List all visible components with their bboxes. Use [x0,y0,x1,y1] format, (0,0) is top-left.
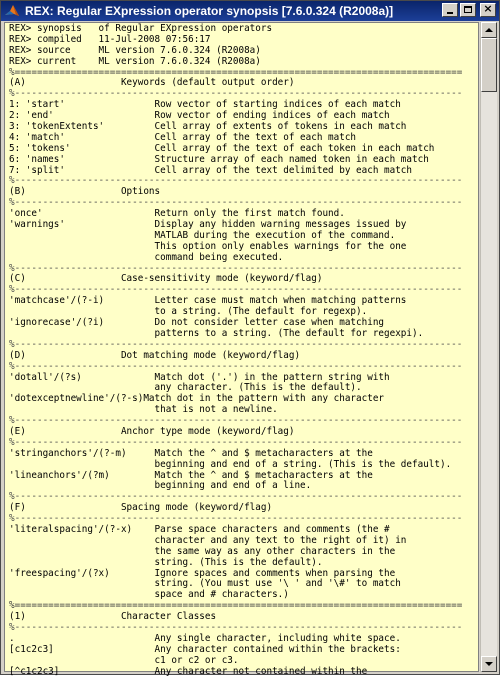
synopsis-line: 1: 'start' Row vector of starting indices of each match [9,99,401,111]
synopsis-line: (C) Case-sensitivity mode (keyword/flag) [9,273,323,285]
synopsis-line: %-------------------------------------------------------------------------------- [9,175,463,187]
synopsis-line: MATLAB during the execution of the command. [9,229,396,241]
synopsis-line: string. (This is the default). [9,556,323,568]
synopsis-text-area[interactable] [4,22,479,677]
vertical-scrollbar[interactable] [480,22,497,672]
arrow-down-icon [485,662,493,666]
synopsis-line: 'stringanchors'/(?-m) Match the ^ and $ metacharacters at the [9,447,373,459]
synopsis-line: 'lineanchors'/(?m) Match the ^ and $ metacharacters at the [9,469,373,481]
synopsis-line: [c1c2c3] Any character contained within the brackets: [9,643,401,655]
synopsis-line: command being executed. [9,251,284,263]
synopsis-line: REX> current ML version 7.6.0.324 (R2008a) [9,55,261,67]
synopsis-line: %================================================================================ [9,66,463,78]
synopsis-line: to a string. (The default for regexp). [9,306,368,318]
synopsis-line: %-------------------------------------------------------------------------------- [9,338,463,350]
window-title: REX: Regular EXpression operator synopsis [7.6.0.324 (R2008a)] [25,4,394,18]
synopsis-line: 2: 'end' Row vector of ending indices of each match [9,110,390,122]
synopsis-line: (E) Anchor type mode (keyword/flag) [9,425,295,437]
synopsis-line: (B) Options [9,186,161,198]
synopsis-line: %-------------------------------------------------------------------------------- [9,436,463,448]
synopsis-line: %-------------------------------------------------------------------------------- [9,197,463,209]
synopsis-line: REX> compiled 11-Jul-2008 07:56:17 [9,33,211,45]
synopsis-line: (F) Spacing mode (keyword/flag) [9,502,273,514]
synopsis-line: 6: 'names' Structure array of each named token in each match [9,153,429,165]
synopsis-line: 'freespacing'/(?x) Ignore spaces and comments when parsing the [9,567,396,579]
synopsis-line: patterns to a string. (The default for regexpi). [9,327,424,339]
synopsis-line: 'dotall'/(?s) Match dot ('.') in the pattern string with [9,371,390,383]
synopsis-line: 3: 'tokenExtents' Cell array of extents of tokens in each match [9,121,407,133]
synopsis-line: 4: 'match' Cell array of the text of each match [9,131,357,143]
synopsis-line: space and # characters.) [9,589,289,601]
synopsis-line: %-------------------------------------------------------------------------------- [9,415,463,427]
synopsis-line: 'ignorecase'/(?i) Do not consider letter case when matching [9,317,385,329]
close-icon: × [483,2,493,15]
synopsis-line: %-------------------------------------------------------------------------------- [9,621,463,633]
synopsis-line: (A) Keywords (default output order) [9,77,295,89]
synopsis-line: REX> synopsis of Regular EXpression operators [9,23,273,34]
synopsis-line: character and any text to the right of it) in [9,534,407,546]
synopsis-line: %-------------------------------------------------------------------------------- [9,262,463,274]
synopsis-line: REX> source ML version 7.6.0.324 (R2008a) [9,44,261,56]
synopsis-line: This option only enables warnings for the one [9,240,407,252]
synopsis-line: 'dotexceptnewline'/(?-s)Match dot in the pattern with any character [9,393,385,405]
synopsis-line: %-------------------------------------------------------------------------------- [9,513,463,525]
maximize-button[interactable] [460,3,476,17]
scroll-thumb[interactable] [481,38,497,92]
synopsis-line: any character. (This is the default). [9,382,362,394]
synopsis-line: (D) Dot matching mode (keyword/flag) [9,349,301,361]
synopsis-line: beginning and end of a string. (This is the default). [9,458,452,470]
minimize-button[interactable] [442,3,458,17]
synopsis-line: (1) Character Classes [9,611,217,623]
synopsis-line: that is not a newline. [9,404,278,416]
synopsis-line: . Any single character, including white space. [9,632,401,644]
synopsis-line: %-------------------------------------------------------------------------------- [9,491,463,503]
close-button[interactable] [480,3,496,17]
synopsis-line: 'warnings' Display any hidden warning messages issued by [9,219,407,231]
synopsis-line: %-------------------------------------------------------------------------------- [9,360,463,372]
synopsis-lines [5,23,478,677]
synopsis-line: string. (You must use '\ ' and '\#' to match [9,578,401,590]
synopsis-line: beginning and end of a line. [9,480,312,492]
synopsis-line: %-------------------------------------------------------------------------------- [9,284,463,296]
synopsis-line: 5: 'tokens' Cell array of the text of each token in each match [9,142,435,154]
synopsis-line: 'literalspacing'/(?-x) Parse space characters and comments (the # [9,523,390,535]
synopsis-line: %================================================================================ [9,600,463,612]
synopsis-line: %-------------------------------------------------------------------------------- [9,88,463,100]
synopsis-line: [^c1c2c3] Any character not contained within the [9,665,368,677]
scroll-up-button[interactable] [481,22,497,38]
synopsis-line: 'once' Return only the first match found. [9,208,345,220]
synopsis-line: 'matchcase'/(?-i) Letter case must match when matching patterns [9,295,407,307]
title-bar[interactable] [1,1,499,21]
synopsis-line: 7: 'split' Cell array of the text delimited by each match [9,164,412,176]
maximize-icon [464,6,472,13]
minimize-icon [447,12,453,14]
scroll-down-button[interactable] [481,656,497,672]
arrow-up-icon [485,28,493,32]
synopsis-line: the same way as any other characters in the [9,545,396,557]
matlab-logo-icon [4,3,20,19]
synopsis-line: c1 or c2 or c3. [9,654,239,666]
